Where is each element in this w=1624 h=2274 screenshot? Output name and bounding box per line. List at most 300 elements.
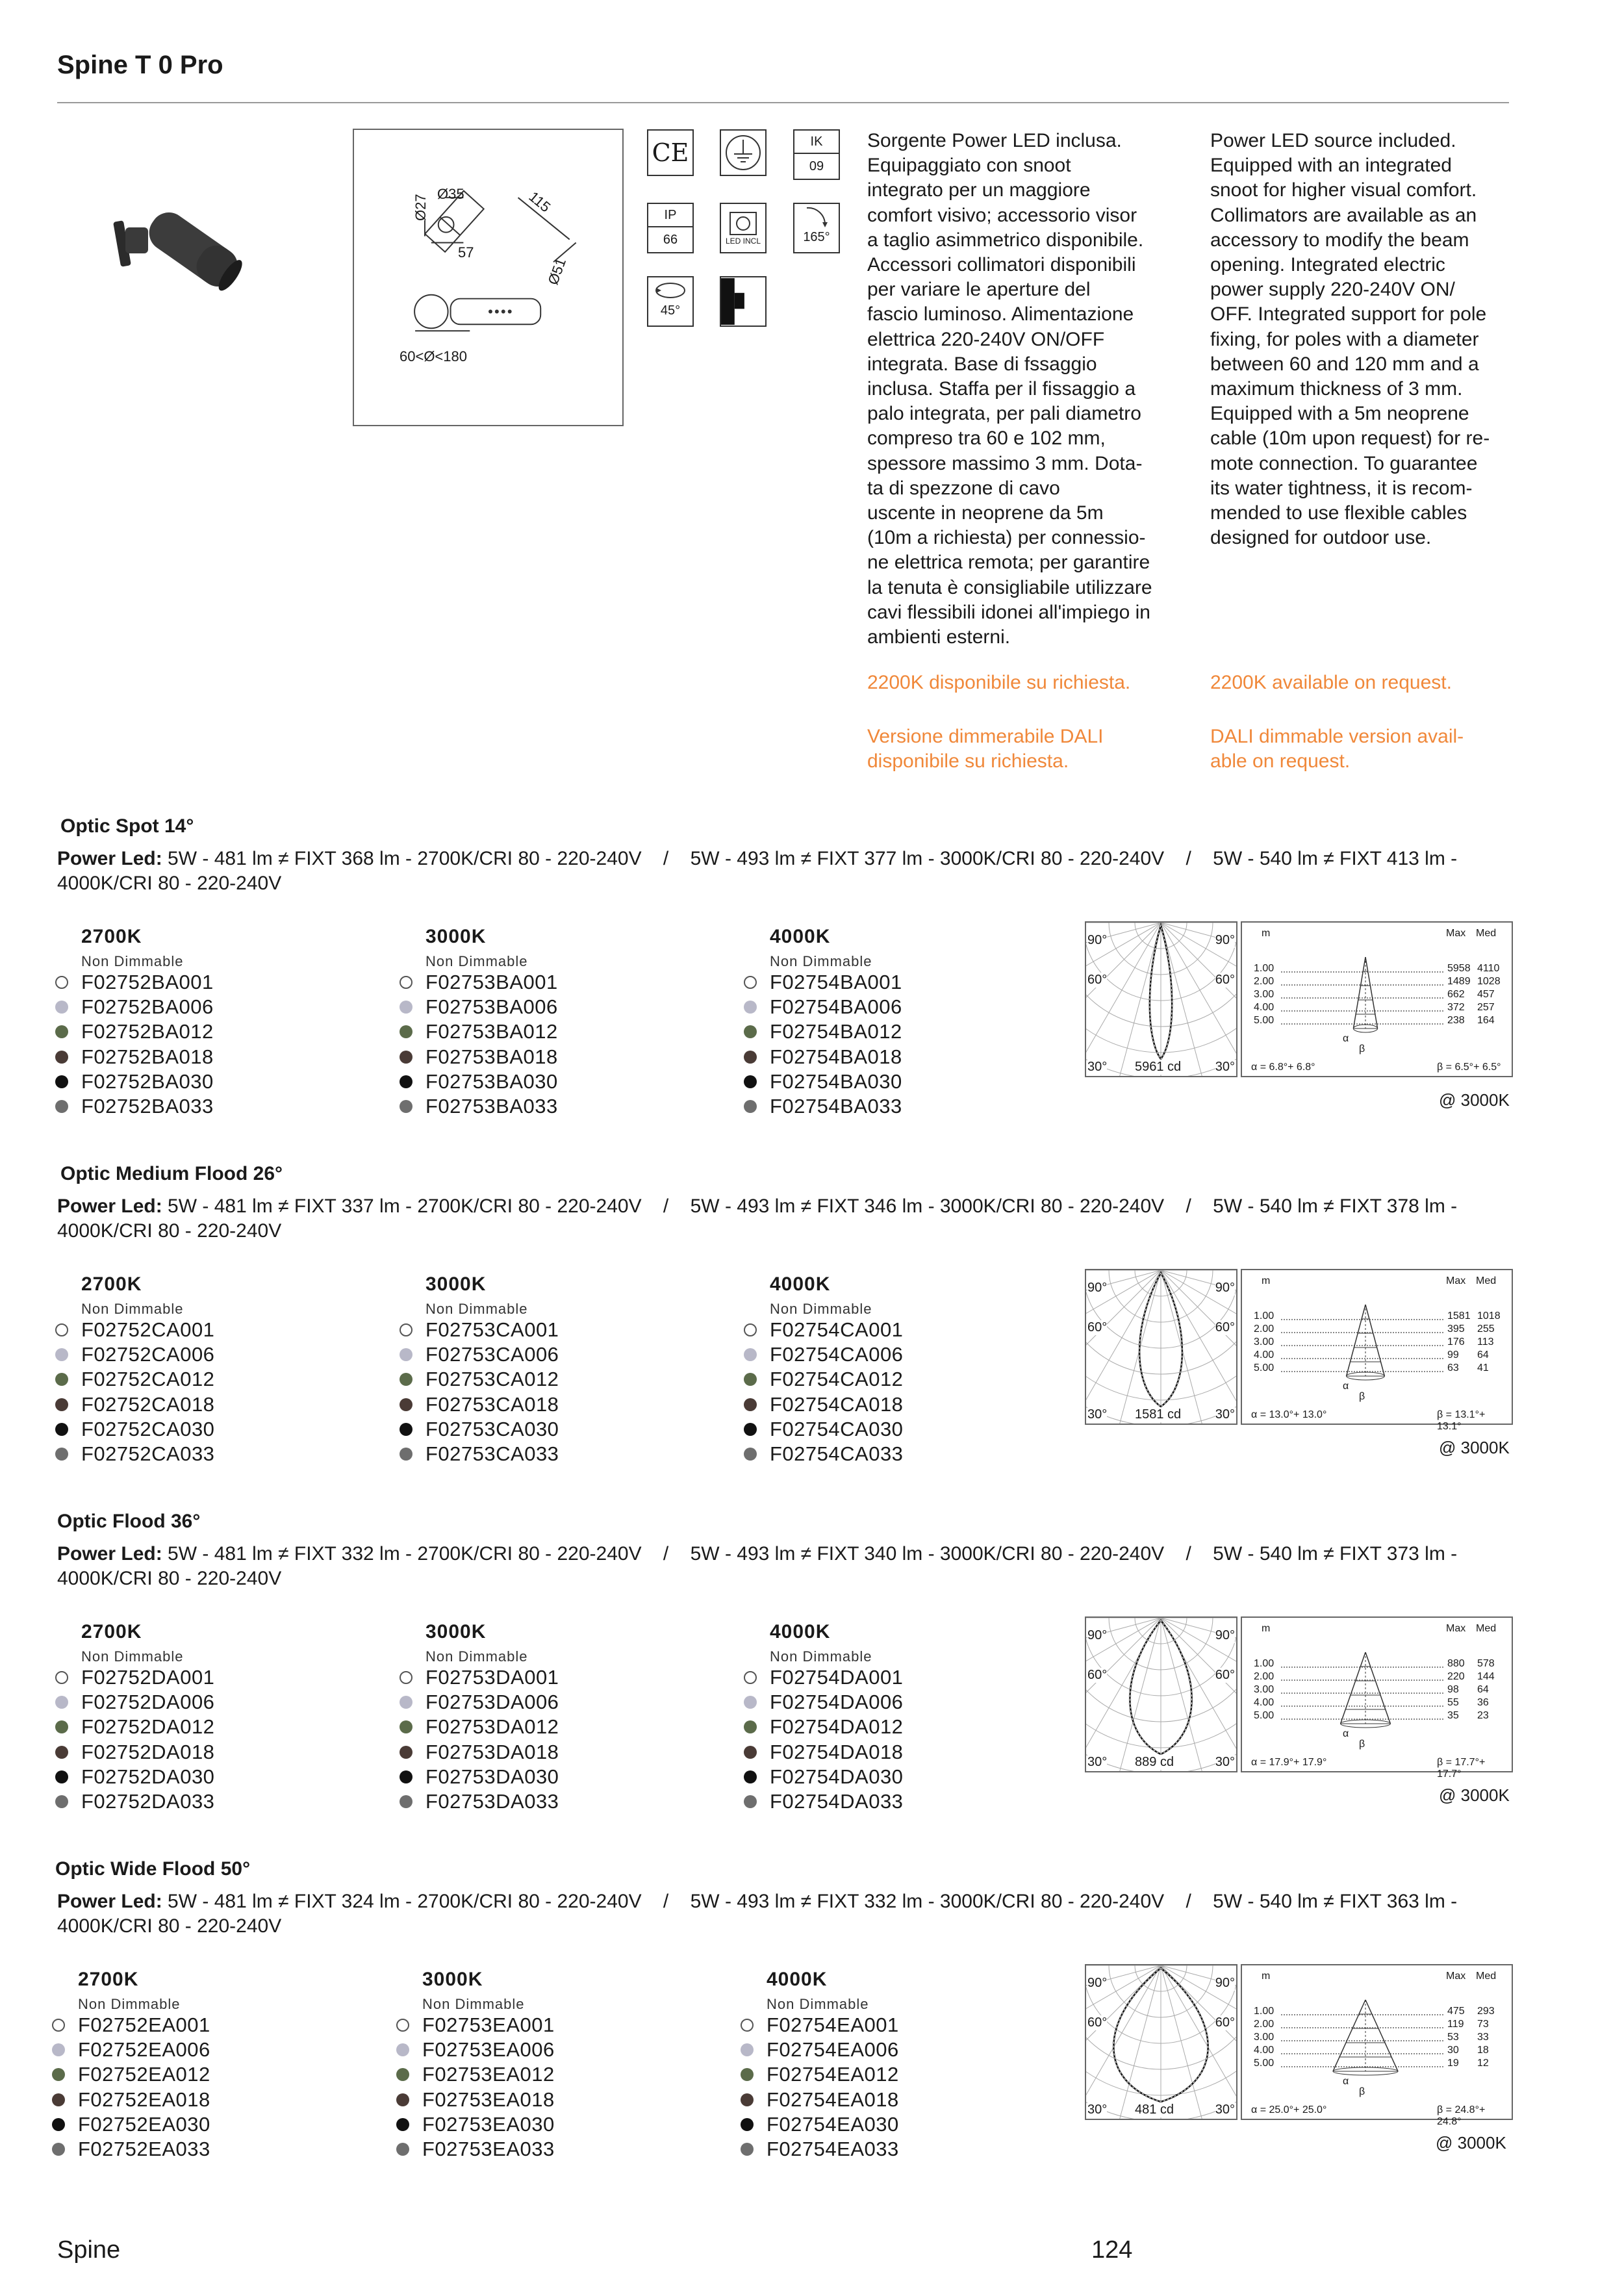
- product-code: F02754BA018: [770, 1045, 902, 1068]
- product-code-row: [396, 2112, 555, 2137]
- description-line: OFF. Integrated support for pole: [1210, 303, 1487, 326]
- table-header-max: Max: [1446, 1971, 1466, 1982]
- finish-swatch: [744, 1770, 757, 1783]
- polar-label-60-right: 60°: [1215, 973, 1235, 987]
- product-code: F02754DA006: [770, 1691, 904, 1714]
- finish-swatch: [55, 1001, 68, 1014]
- product-code-row: [741, 2137, 899, 2162]
- illuminance-table: [1241, 1269, 1513, 1432]
- power-led-values-cont: 4000K/CRI 80 - 220-240V: [57, 1915, 282, 1937]
- table-max-value: 35: [1447, 1710, 1459, 1721]
- product-code: F02754EA001: [767, 2013, 899, 2036]
- product-code: F02754CA030: [770, 1417, 904, 1440]
- finish-swatch: [741, 2143, 754, 2156]
- finish-swatch: [55, 1025, 68, 1038]
- product-code: F02753DA030: [425, 1765, 559, 1788]
- beta-angle: β = 13.1°+ 13.1°: [1437, 1409, 1486, 1432]
- product-code: F02753DA001: [425, 1666, 559, 1689]
- polar-label-90-left: 90°: [1087, 933, 1108, 947]
- note-dali-en-line: DALI dimmable version avail-: [1210, 726, 1464, 747]
- finish-swatch: [55, 1770, 68, 1783]
- product-code-row: [55, 970, 214, 995]
- power-led-values: 5W - 481 lm ≠ FIXT 337 lm - 2700K/CRI 80 - 220-240V / 5W - 493 lm ≠ FIXT 346 lm - 3000K/CRI 80 - 220-240V / 5W - 540 lm ≠ FIXT 378 lm -: [162, 1195, 1458, 1217]
- product-code-row: [396, 2088, 555, 2112]
- table-max-value: 238: [1447, 1015, 1465, 1026]
- non-dimmable-label: Non Dimmable: [422, 1996, 525, 2012]
- product-code: F02753CA030: [425, 1417, 559, 1440]
- table-unit-m: m: [1262, 1275, 1271, 1286]
- table-max-value: 372: [1447, 1002, 1465, 1013]
- beam-cone: [1326, 1995, 1404, 2086]
- product-code-row: [55, 1019, 214, 1044]
- note-2200k-en: 2200K available on request.: [1210, 672, 1452, 693]
- description-line: its water tightness, it is recom-: [1210, 477, 1473, 499]
- finish-swatch: [55, 1373, 68, 1386]
- product-code-row: [55, 1765, 214, 1789]
- description-line: fixing, for poles with a diameter: [1210, 328, 1479, 350]
- polar-label-60-left: 60°: [1087, 2015, 1108, 2030]
- product-code: F02754CA012: [770, 1368, 904, 1391]
- product-code: F02752DA012: [81, 1715, 215, 1739]
- description-line: Sorgente Power LED inclusa.: [867, 130, 1122, 151]
- product-code-row: [396, 2013, 555, 2038]
- product-code: F02754BA033: [770, 1095, 902, 1118]
- cone-beta-label: β: [1359, 1739, 1365, 1750]
- beam-cone: [1326, 952, 1404, 1043]
- polar-diagram: [1085, 921, 1237, 1077]
- non-dimmable-label: Non Dimmable: [81, 953, 184, 969]
- description-line: maximum thickness of 3 mm.: [1210, 378, 1463, 400]
- description-line: power supply 220-240V ON/: [1210, 279, 1455, 301]
- description-line: (10m a richiesta) per connessio-: [867, 527, 1146, 549]
- table-header-max: Max: [1446, 928, 1466, 939]
- product-code-row: [52, 2062, 210, 2087]
- description-line: uscente in neoprene da 5m: [867, 502, 1104, 524]
- description-line: inclusa. Staffa per il fissaggio a: [867, 378, 1136, 400]
- description-line: Equipped with a 5m neoprene: [1210, 403, 1469, 425]
- table-distance: 5.00: [1254, 2058, 1275, 2069]
- temperature-heading: 2700K: [81, 1621, 142, 1642]
- product-code-row: [400, 1342, 559, 1367]
- product-code: F02753BA006: [425, 995, 558, 1019]
- product-code-row: [744, 1740, 903, 1765]
- table-med-value: 293: [1477, 2006, 1495, 2017]
- description-en: [1210, 129, 1516, 550]
- finish-swatch: [744, 1100, 757, 1113]
- non-dimmable-label: Non Dimmable: [425, 1648, 528, 1665]
- finish-swatch: [52, 2093, 65, 2106]
- note-dali-it-line: Versione dimmerabile DALI: [867, 726, 1104, 747]
- table-distance: 1.00: [1254, 1658, 1275, 1669]
- product-code: F02753DA018: [425, 1740, 559, 1763]
- product-code: F02753BA018: [425, 1045, 558, 1068]
- table-max-value: 475: [1447, 2006, 1465, 2017]
- product-code-row: [400, 1715, 559, 1739]
- description-line: ne elettrica remota; per garantire: [867, 552, 1150, 574]
- alpha-angle: α = 13.0°+ 13.0°: [1251, 1409, 1327, 1420]
- finish-swatch: [744, 1746, 757, 1759]
- product-code-row: [400, 1318, 559, 1342]
- table-max-value: 1581: [1447, 1310, 1471, 1322]
- product-code-row: [52, 2137, 210, 2162]
- table-med-value: 41: [1477, 1362, 1489, 1373]
- description-line: comfort visivo; accessorio visor: [867, 204, 1137, 226]
- finish-swatch: [55, 1398, 68, 1411]
- power-led-label: Power Led:: [57, 1891, 162, 1912]
- product-code-row: [400, 1442, 559, 1466]
- product-code-row: [744, 1094, 902, 1119]
- table-max-value: 30: [1447, 2045, 1459, 2056]
- product-code: F02754CA033: [770, 1442, 904, 1465]
- polar-label-90-right: 90°: [1215, 1628, 1235, 1642]
- table-distance: 1.00: [1254, 2006, 1275, 2017]
- product-code: F02753DA033: [425, 1790, 559, 1813]
- table-header-med: Med: [1476, 1623, 1497, 1634]
- cone-alpha-label: α: [1343, 2076, 1349, 2087]
- description-line: per variare le aperture del: [867, 279, 1091, 301]
- polar-label-60-left: 60°: [1087, 973, 1108, 987]
- table-med-value: 1018: [1477, 1310, 1501, 1322]
- note-dali-en-line: able on request.: [1210, 750, 1351, 773]
- product-code-row: [400, 1392, 559, 1417]
- polar-label-90-left: 90°: [1087, 1281, 1108, 1295]
- finish-swatch: [400, 1696, 412, 1709]
- power-led-line: [57, 1542, 1516, 1591]
- non-dimmable-label: Non Dimmable: [425, 953, 528, 969]
- beam-cone: [1326, 1299, 1404, 1390]
- description-line: la tenuta è consigliabile utilizzare: [867, 576, 1152, 598]
- table-max-value: 63: [1447, 1362, 1459, 1373]
- description-line: Equipped with an integrated: [1210, 155, 1452, 177]
- finish-swatch: [55, 1720, 68, 1733]
- finish-swatch: [400, 976, 412, 989]
- table-distance: 3.00: [1254, 1684, 1275, 1695]
- product-code-row: [741, 2062, 899, 2087]
- ip-label: IP: [648, 204, 692, 227]
- description-line: mended to use flexible cables: [1210, 502, 1467, 524]
- finish-swatch: [400, 1770, 412, 1783]
- header-divider: [57, 102, 1509, 103]
- table-unit-m: m: [1262, 1623, 1271, 1634]
- product-code: F02753EA030: [422, 2112, 555, 2136]
- product-code: F02754DA001: [770, 1666, 904, 1689]
- product-code-row: [55, 1367, 214, 1392]
- product-code: F02752DA030: [81, 1765, 215, 1788]
- section-title: Optic Wide Flood 50°: [55, 1858, 251, 1880]
- finish-swatch: [741, 2068, 754, 2081]
- product-code: F02752CA001: [81, 1318, 215, 1341]
- description-line: spessore massimo 3 mm. Dota-: [867, 452, 1143, 474]
- finish-swatch: [400, 1448, 412, 1461]
- product-code: F02754DA018: [770, 1740, 904, 1763]
- product-code-row: [400, 1740, 559, 1765]
- product-code-row: [744, 1417, 903, 1442]
- product-code: F02753DA006: [425, 1691, 559, 1714]
- beta-angle: β = 24.8°+ 24.8°: [1437, 2104, 1486, 2127]
- product-code: F02752EA001: [78, 2013, 210, 2036]
- finish-swatch: [741, 2118, 754, 2131]
- polar-label-60-left: 60°: [1087, 1320, 1108, 1335]
- polar-label-90-right: 90°: [1215, 933, 1235, 947]
- finish-swatch: [400, 1075, 412, 1088]
- illuminance-table: [1241, 1616, 1513, 1780]
- product-code: F02752BA006: [81, 995, 214, 1019]
- table-max-value: 176: [1447, 1336, 1465, 1348]
- finish-swatch: [400, 1001, 412, 1014]
- product-code: F02752DA001: [81, 1666, 215, 1689]
- table-med-value: 144: [1477, 1671, 1495, 1682]
- product-code-row: [744, 1392, 903, 1417]
- product-code: F02754DA030: [770, 1765, 904, 1788]
- product-code: F02753BA001: [425, 971, 558, 993]
- finish-swatch: [52, 2019, 65, 2032]
- product-code: F02753CA033: [425, 1442, 559, 1465]
- table-max-value: 19: [1447, 2058, 1459, 2069]
- table-distance: 2.00: [1254, 1671, 1275, 1682]
- power-led-label: Power Led:: [57, 1543, 162, 1565]
- description-line: Equipaggiato con snoot: [867, 155, 1071, 177]
- finish-swatch: [400, 1423, 412, 1436]
- product-code: F02753BA033: [425, 1095, 558, 1118]
- non-dimmable-label: Non Dimmable: [425, 1301, 528, 1317]
- table-distance: 4.00: [1254, 2045, 1275, 2056]
- product-code-row: [55, 1417, 214, 1442]
- product-photo: [107, 198, 283, 315]
- table-header-med: Med: [1476, 1971, 1497, 1982]
- finish-swatch: [744, 1423, 757, 1436]
- table-med-value: 12: [1477, 2058, 1489, 2069]
- finish-swatch: [55, 1423, 68, 1436]
- product-code-row: [396, 2137, 555, 2162]
- table-med-value: 1028: [1477, 976, 1501, 987]
- description-line: ta di spezzone di cavo: [867, 477, 1060, 499]
- cone-beta-label: β: [1359, 1043, 1365, 1054]
- product-code-row: [55, 1715, 214, 1739]
- table-distance: 4.00: [1254, 1002, 1275, 1013]
- product-code-row: [55, 1045, 214, 1069]
- table-max-value: 98: [1447, 1684, 1459, 1695]
- footer-page-number: 124: [1091, 2236, 1133, 2264]
- product-code: F02752BA033: [81, 1095, 214, 1118]
- product-code-row: [741, 2038, 899, 2062]
- candela-value: 5961 cd: [1135, 1060, 1182, 1074]
- finish-swatch: [55, 1448, 68, 1461]
- ip-value: 66: [663, 233, 678, 247]
- product-code-row: [55, 1665, 214, 1690]
- ground-icon: [720, 129, 767, 176]
- product-code: F02752CA030: [81, 1417, 215, 1440]
- polar-label-60-right: 60°: [1215, 1668, 1235, 1682]
- description-line: integrata. Base di fssaggio: [867, 353, 1097, 375]
- product-code: F02754CA006: [770, 1343, 904, 1366]
- table-med-value: 457: [1477, 989, 1495, 1000]
- table-med-value: 113: [1477, 1336, 1494, 1348]
- description-line: mote connection. To guarantee: [1210, 452, 1478, 474]
- section-title: Optic Spot 14°: [60, 815, 194, 837]
- product-code: F02753EA012: [422, 2063, 555, 2086]
- non-dimmable-label: Non Dimmable: [770, 1648, 872, 1665]
- product-code-row: [744, 1665, 903, 1690]
- product-code: F02754DA012: [770, 1715, 904, 1739]
- product-code-row: [744, 1019, 902, 1044]
- product-code-row: [396, 2062, 555, 2087]
- power-led-values-cont: 4000K/CRI 80 - 220-240V: [57, 1568, 282, 1589]
- table-distance: 3.00: [1254, 2032, 1275, 2043]
- finish-swatch: [55, 1323, 68, 1336]
- product-code: F02753BA012: [425, 1020, 558, 1043]
- product-code: F02753EA018: [422, 2088, 555, 2111]
- polar-label-30-right: 30°: [1215, 1060, 1235, 1074]
- dim-w57: 57: [458, 244, 474, 261]
- finish-swatch: [396, 2043, 409, 2056]
- product-code: F02754CA001: [770, 1318, 904, 1341]
- product-code: F02754EA033: [767, 2138, 899, 2160]
- temperature-heading: 4000K: [770, 1621, 831, 1642]
- table-med-value: 18: [1477, 2045, 1489, 2056]
- table-med-value: 64: [1477, 1349, 1489, 1361]
- cone-beta-label: β: [1359, 2086, 1365, 2097]
- description-line: snoot for higher visual comfort.: [1210, 179, 1477, 201]
- power-led-values: 5W - 481 lm ≠ FIXT 324 lm - 2700K/CRI 80 - 220-240V / 5W - 493 lm ≠ FIXT 332 lm - 3000K/CRI 80 - 220-240V / 5W - 540 lm ≠ FIXT 363 lm -: [162, 1891, 1458, 1912]
- dim-l115: 115: [526, 188, 554, 216]
- dim-d35: Ø35: [437, 186, 464, 202]
- description-line: elettrica 220-240V ON/OFF: [867, 328, 1105, 350]
- finish-swatch: [400, 1025, 412, 1038]
- reference-cct: @ 3000K: [1439, 1438, 1510, 1457]
- table-med-value: 578: [1477, 1658, 1495, 1669]
- finish-swatch: [400, 1373, 412, 1386]
- description-line: between 60 and 120 mm and a: [1210, 353, 1479, 375]
- non-dimmable-label: Non Dimmable: [78, 1996, 181, 2012]
- product-code-row: [744, 1069, 902, 1094]
- beta-angle: β = 6.5°+ 6.5°: [1437, 1062, 1501, 1073]
- rotate-45-label: 45°: [660, 303, 681, 318]
- description-line: opening. Integrated electric: [1210, 254, 1445, 276]
- description-line: cavi flessibili idonei all'impiego in: [867, 601, 1150, 623]
- power-led-values: 5W - 481 lm ≠ FIXT 368 lm - 2700K/CRI 80 - 220-240V / 5W - 493 lm ≠ FIXT 377 lm - 3000K/CRI 80 - 220-240V / 5W - 540 lm ≠ FIXT 413 lm -: [162, 848, 1458, 869]
- footer-series: Spine: [57, 2236, 121, 2264]
- product-code: F02752BA018: [81, 1045, 214, 1068]
- finish-swatch: [55, 1671, 68, 1684]
- finish-swatch: [744, 1348, 757, 1361]
- polar-diagram: [1085, 1269, 1237, 1425]
- table-med-value: 257: [1477, 1002, 1495, 1013]
- polar-label-60-right: 60°: [1215, 1320, 1235, 1335]
- description-line: compreso tra 60 e 102 mm,: [867, 428, 1106, 450]
- candela-value: 481 cd: [1135, 2102, 1174, 2117]
- power-led-label: Power Led:: [57, 848, 162, 869]
- temperature-heading: 2700K: [78, 1969, 139, 1990]
- description-line: palo integrata, per pali diametro: [867, 403, 1141, 425]
- product-code: F02753BA030: [425, 1069, 558, 1093]
- note-dali-it-line: disponibile su richiesta.: [867, 750, 1069, 773]
- ce-icon: CE: [647, 129, 694, 176]
- product-code-row: [400, 1367, 559, 1392]
- product-code: F02753CA006: [425, 1343, 559, 1366]
- table-max-value: 5958: [1447, 963, 1471, 974]
- finish-swatch: [744, 1001, 757, 1014]
- product-code-row: [55, 1740, 214, 1765]
- table-med-value: 64: [1477, 1684, 1489, 1695]
- product-code-row: [744, 1442, 903, 1466]
- table-med-value: 73: [1477, 2019, 1489, 2030]
- product-code: F02753CA018: [425, 1392, 559, 1416]
- non-dimmable-label: Non Dimmable: [81, 1301, 184, 1317]
- reference-cct: @ 3000K: [1439, 1090, 1510, 1110]
- polar-label-30-left: 30°: [1087, 1407, 1108, 1422]
- cone-alpha-label: α: [1343, 1381, 1349, 1392]
- table-max-value: 220: [1447, 1671, 1465, 1682]
- finish-swatch: [400, 1348, 412, 1361]
- description-line: Power LED source included.: [1210, 130, 1456, 151]
- power-led-values: 5W - 481 lm ≠ FIXT 332 lm - 2700K/CRI 80 - 220-240V / 5W - 493 lm ≠ FIXT 340 lm - 3000K/CRI 80 - 220-240V / 5W - 540 lm ≠ FIXT 373 lm -: [162, 1543, 1458, 1565]
- page-title: Spine T 0 Pro: [57, 51, 223, 79]
- dim-d51: Ø51: [544, 256, 570, 287]
- product-code: F02752DA018: [81, 1740, 215, 1763]
- table-header-max: Max: [1446, 1623, 1466, 1634]
- rotate-45-icon: [647, 276, 694, 327]
- description-line: cable (10m upon request) for re-: [1210, 428, 1490, 450]
- beta-angle: β = 17.7°+ 17.7°: [1437, 1757, 1486, 1780]
- non-dimmable-label: Non Dimmable: [770, 953, 872, 969]
- note-2200k-it: 2200K disponibile su richiesta.: [867, 672, 1131, 693]
- description-line: a taglio asimmetrico disponibile.: [867, 229, 1144, 251]
- reference-cct: @ 3000K: [1436, 2133, 1506, 2153]
- table-unit-m: m: [1262, 1971, 1271, 1982]
- beam-cone: [1326, 1647, 1404, 1738]
- polar-label-30-left: 30°: [1087, 2102, 1108, 2117]
- finish-swatch: [396, 2143, 409, 2156]
- finish-swatch: [396, 2118, 409, 2131]
- description-line: accessory to modify the beam: [1210, 229, 1469, 251]
- polar-diagram: [1085, 1964, 1237, 2120]
- led-included-icon: [720, 203, 767, 253]
- table-med-value: 23: [1477, 1710, 1489, 1721]
- temperature-heading: 4000K: [770, 926, 831, 947]
- finish-swatch: [400, 1051, 412, 1064]
- finish-swatch: [55, 1696, 68, 1709]
- product-code: F02754BA012: [770, 1020, 902, 1043]
- tilt-165-icon: [793, 203, 840, 253]
- finish-swatch: [744, 1075, 757, 1088]
- product-code-row: [52, 2088, 210, 2112]
- finish-swatch: [741, 2043, 754, 2056]
- note-dali-en: [1210, 724, 1516, 774]
- product-code-row: [744, 1690, 903, 1715]
- temperature-heading: 3000K: [422, 1969, 483, 1990]
- power-led-values-cont: 4000K/CRI 80 - 220-240V: [57, 873, 282, 894]
- product-code: F02753CA001: [425, 1318, 559, 1341]
- non-dimmable-label: Non Dimmable: [81, 1648, 184, 1665]
- finish-swatch: [744, 1373, 757, 1386]
- dim-d27: Ø27: [412, 194, 429, 221]
- ip-rating-icon: [647, 203, 694, 253]
- reference-cct: @ 3000K: [1439, 1785, 1510, 1805]
- table-distance: 5.00: [1254, 1710, 1275, 1721]
- polar-label-30-right: 30°: [1215, 1407, 1235, 1422]
- finish-swatch: [400, 1100, 412, 1113]
- table-max-value: 662: [1447, 989, 1465, 1000]
- finish-swatch: [744, 1025, 757, 1038]
- product-code: F02753DA012: [425, 1715, 559, 1739]
- table-distance: 2.00: [1254, 976, 1275, 987]
- finish-swatch: [55, 1051, 68, 1064]
- product-code-row: [400, 1417, 559, 1442]
- temperature-heading: 3000K: [425, 1273, 487, 1295]
- product-code-row: [55, 1342, 214, 1367]
- product-code-row: [744, 995, 902, 1019]
- product-code-row: [400, 995, 558, 1019]
